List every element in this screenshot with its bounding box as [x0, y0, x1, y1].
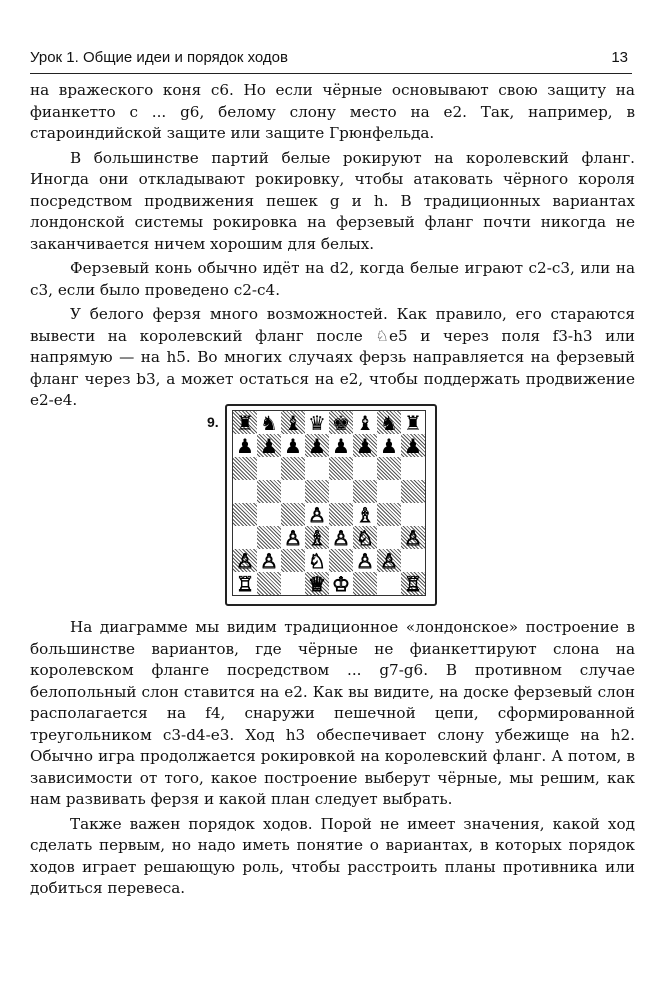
- black-bishop-icon: ♝: [284, 410, 302, 435]
- page-number: 13: [611, 49, 628, 66]
- white-rook-icon: ♖: [404, 571, 422, 596]
- black-rook-icon: ♜: [236, 410, 254, 435]
- square-a7: [233, 434, 257, 457]
- black-pawn-icon: ♟: [308, 433, 326, 458]
- square-c5: [281, 480, 305, 503]
- square-g8: [377, 411, 401, 434]
- square-d3: [305, 526, 329, 549]
- square-b4: [257, 503, 281, 526]
- square-b3: [257, 526, 281, 549]
- square-a2: [233, 549, 257, 572]
- square-e5: [329, 480, 353, 503]
- white-rook-icon: ♖: [236, 571, 254, 596]
- square-h8: [401, 411, 425, 434]
- square-b8: [257, 411, 281, 434]
- paragraph: Также важен порядок ходов. Порой не имеет значения, какой ход сделать первым, но надо иметь понятие о вариантах, в которых порядок ходов играет решающую роль, чтобы расстроить планы противника или добиться перевеса.: [30, 814, 635, 897]
- text-block-top: [30, 80, 635, 415]
- square-a4: [233, 503, 257, 526]
- white-knight-icon: ♘: [356, 525, 374, 550]
- black-pawn-icon: ♟: [284, 433, 302, 458]
- white-pawn-icon: ♙: [260, 548, 278, 573]
- square-d2: [305, 549, 329, 572]
- square-e4: [329, 503, 353, 526]
- paragraph: Ферзевый конь обычно идёт на d2, когда белые играют c2-c3, или на c3, если было проведено c2-c4.: [30, 259, 635, 299]
- square-f2: [353, 549, 377, 572]
- square-c1: [281, 572, 305, 595]
- square-g7: [377, 434, 401, 457]
- square-f1: [353, 572, 377, 595]
- white-pawn-icon: ♙: [380, 548, 398, 573]
- square-b5: [257, 480, 281, 503]
- black-knight-icon: ♞: [260, 410, 278, 435]
- chess-board: [232, 410, 426, 596]
- chapter-title: Урок 1. Общие идеи и порядок ходов: [30, 49, 288, 66]
- square-g4: [377, 503, 401, 526]
- square-g1: [377, 572, 401, 595]
- square-d4: [305, 503, 329, 526]
- square-d8: [305, 411, 329, 434]
- black-pawn-icon: ♟: [356, 433, 374, 458]
- square-c2: [281, 549, 305, 572]
- square-h1: [401, 572, 425, 595]
- white-king-icon: ♔: [332, 571, 350, 596]
- square-b1: [257, 572, 281, 595]
- square-g2: [377, 549, 401, 572]
- diagram-number: 9.: [207, 414, 219, 430]
- white-knight-icon: ♘: [308, 548, 326, 573]
- square-a5: [233, 480, 257, 503]
- square-c7: [281, 434, 305, 457]
- square-f7: [353, 434, 377, 457]
- paragraph: В большинстве партий белые рокируют на королевский фланг. Иногда они откладывают рокировку, чтобы атаковать чёрного короля посредством продвижения пешек g и h. В традиционных вариантах лондонской системы рокировка на ферзевый фланг почти никогда не заканчивается ничем хорошим для белых.: [30, 148, 635, 253]
- text-block-bottom: [30, 617, 635, 903]
- square-e2: [329, 549, 353, 572]
- square-c6: [281, 457, 305, 480]
- white-pawn-icon: ♙: [284, 525, 302, 550]
- running-header: [30, 45, 632, 74]
- square-c4: [281, 503, 305, 526]
- square-e1: [329, 572, 353, 595]
- square-a3: [233, 526, 257, 549]
- white-pawn-icon: ♙: [356, 548, 374, 573]
- square-g6: [377, 457, 401, 480]
- square-f8: [353, 411, 377, 434]
- paragraph: У белого ферзя много возможностей. Как правило, его стараются вывести на королевский фланг после ♘e5 и через поля f3-h3 или напрямую — на h5. Во многих случаях ферзь направляется на ферзевый фланг через b3, а может остаться на e2, чтобы поддержать продвижение e2-e4.: [30, 305, 635, 409]
- square-f6: [353, 457, 377, 480]
- square-f5: [353, 480, 377, 503]
- square-a6: [233, 457, 257, 480]
- black-pawn-icon: ♟: [380, 433, 398, 458]
- square-h6: [401, 457, 425, 480]
- white-bishop-icon: ♗: [308, 525, 326, 550]
- square-h5: [401, 480, 425, 503]
- square-f4: [353, 503, 377, 526]
- black-pawn-icon: ♟: [332, 433, 350, 458]
- square-a1: [233, 572, 257, 595]
- white-pawn-icon: ♙: [332, 525, 350, 550]
- black-pawn-icon: ♟: [404, 433, 422, 458]
- paragraph: на вражеского коня c6. Но если чёрные основывают свою защиту на фианкетто с ... g6, белому слону место на e2. Так, например, в староиндийской защите или защите Грюнфельда.: [30, 81, 635, 142]
- black-pawn-icon: ♟: [236, 433, 254, 458]
- square-b7: [257, 434, 281, 457]
- square-a8: [233, 411, 257, 434]
- square-d6: [305, 457, 329, 480]
- square-e8: [329, 411, 353, 434]
- square-h4: [401, 503, 425, 526]
- square-d1: [305, 572, 329, 595]
- black-pawn-icon: ♟: [260, 433, 278, 458]
- square-h7: [401, 434, 425, 457]
- square-g5: [377, 480, 401, 503]
- square-f3: [353, 526, 377, 549]
- black-bishop-icon: ♝: [356, 410, 374, 435]
- white-queen-icon: ♕: [308, 571, 326, 596]
- white-pawn-icon: ♙: [308, 502, 326, 527]
- white-pawn-icon: ♙: [236, 548, 254, 573]
- square-d7: [305, 434, 329, 457]
- square-h3: [401, 526, 425, 549]
- square-b2: [257, 549, 281, 572]
- square-e3: [329, 526, 353, 549]
- square-b6: [257, 457, 281, 480]
- white-bishop-icon: ♗: [356, 502, 374, 527]
- black-rook-icon: ♜: [404, 410, 422, 435]
- square-h2: [401, 549, 425, 572]
- square-g3: [377, 526, 401, 549]
- black-knight-icon: ♞: [380, 410, 398, 435]
- paragraph: На диаграмме мы видим традиционное «лондонское» построение в большинстве вариантов, где чёрные не фианкеттируют слона на королевском фланге посредством ... g7-g6. В противном случае белопольный слон ставится на e2. Как вы видите, на доске ферзевый слон располагается на f4, снаружи пешечной цепи, сформированной треугольником c3-d4-e3. Ход h3 обеспечивает слону убежище на h2. Обычно игра продолжается рокировкой на королевский фланг. А потом, в зависимости от того, какое построение выберут чёрные, мы решим, как нам развивать ферзя и какой план следует выбрать.: [30, 618, 635, 808]
- square-c8: [281, 411, 305, 434]
- square-e7: [329, 434, 353, 457]
- white-pawn-icon: ♙: [404, 525, 422, 550]
- square-e6: [329, 457, 353, 480]
- square-c3: [281, 526, 305, 549]
- square-d5: [305, 480, 329, 503]
- black-king-icon: ♚: [332, 410, 350, 435]
- black-queen-icon: ♛: [308, 410, 326, 435]
